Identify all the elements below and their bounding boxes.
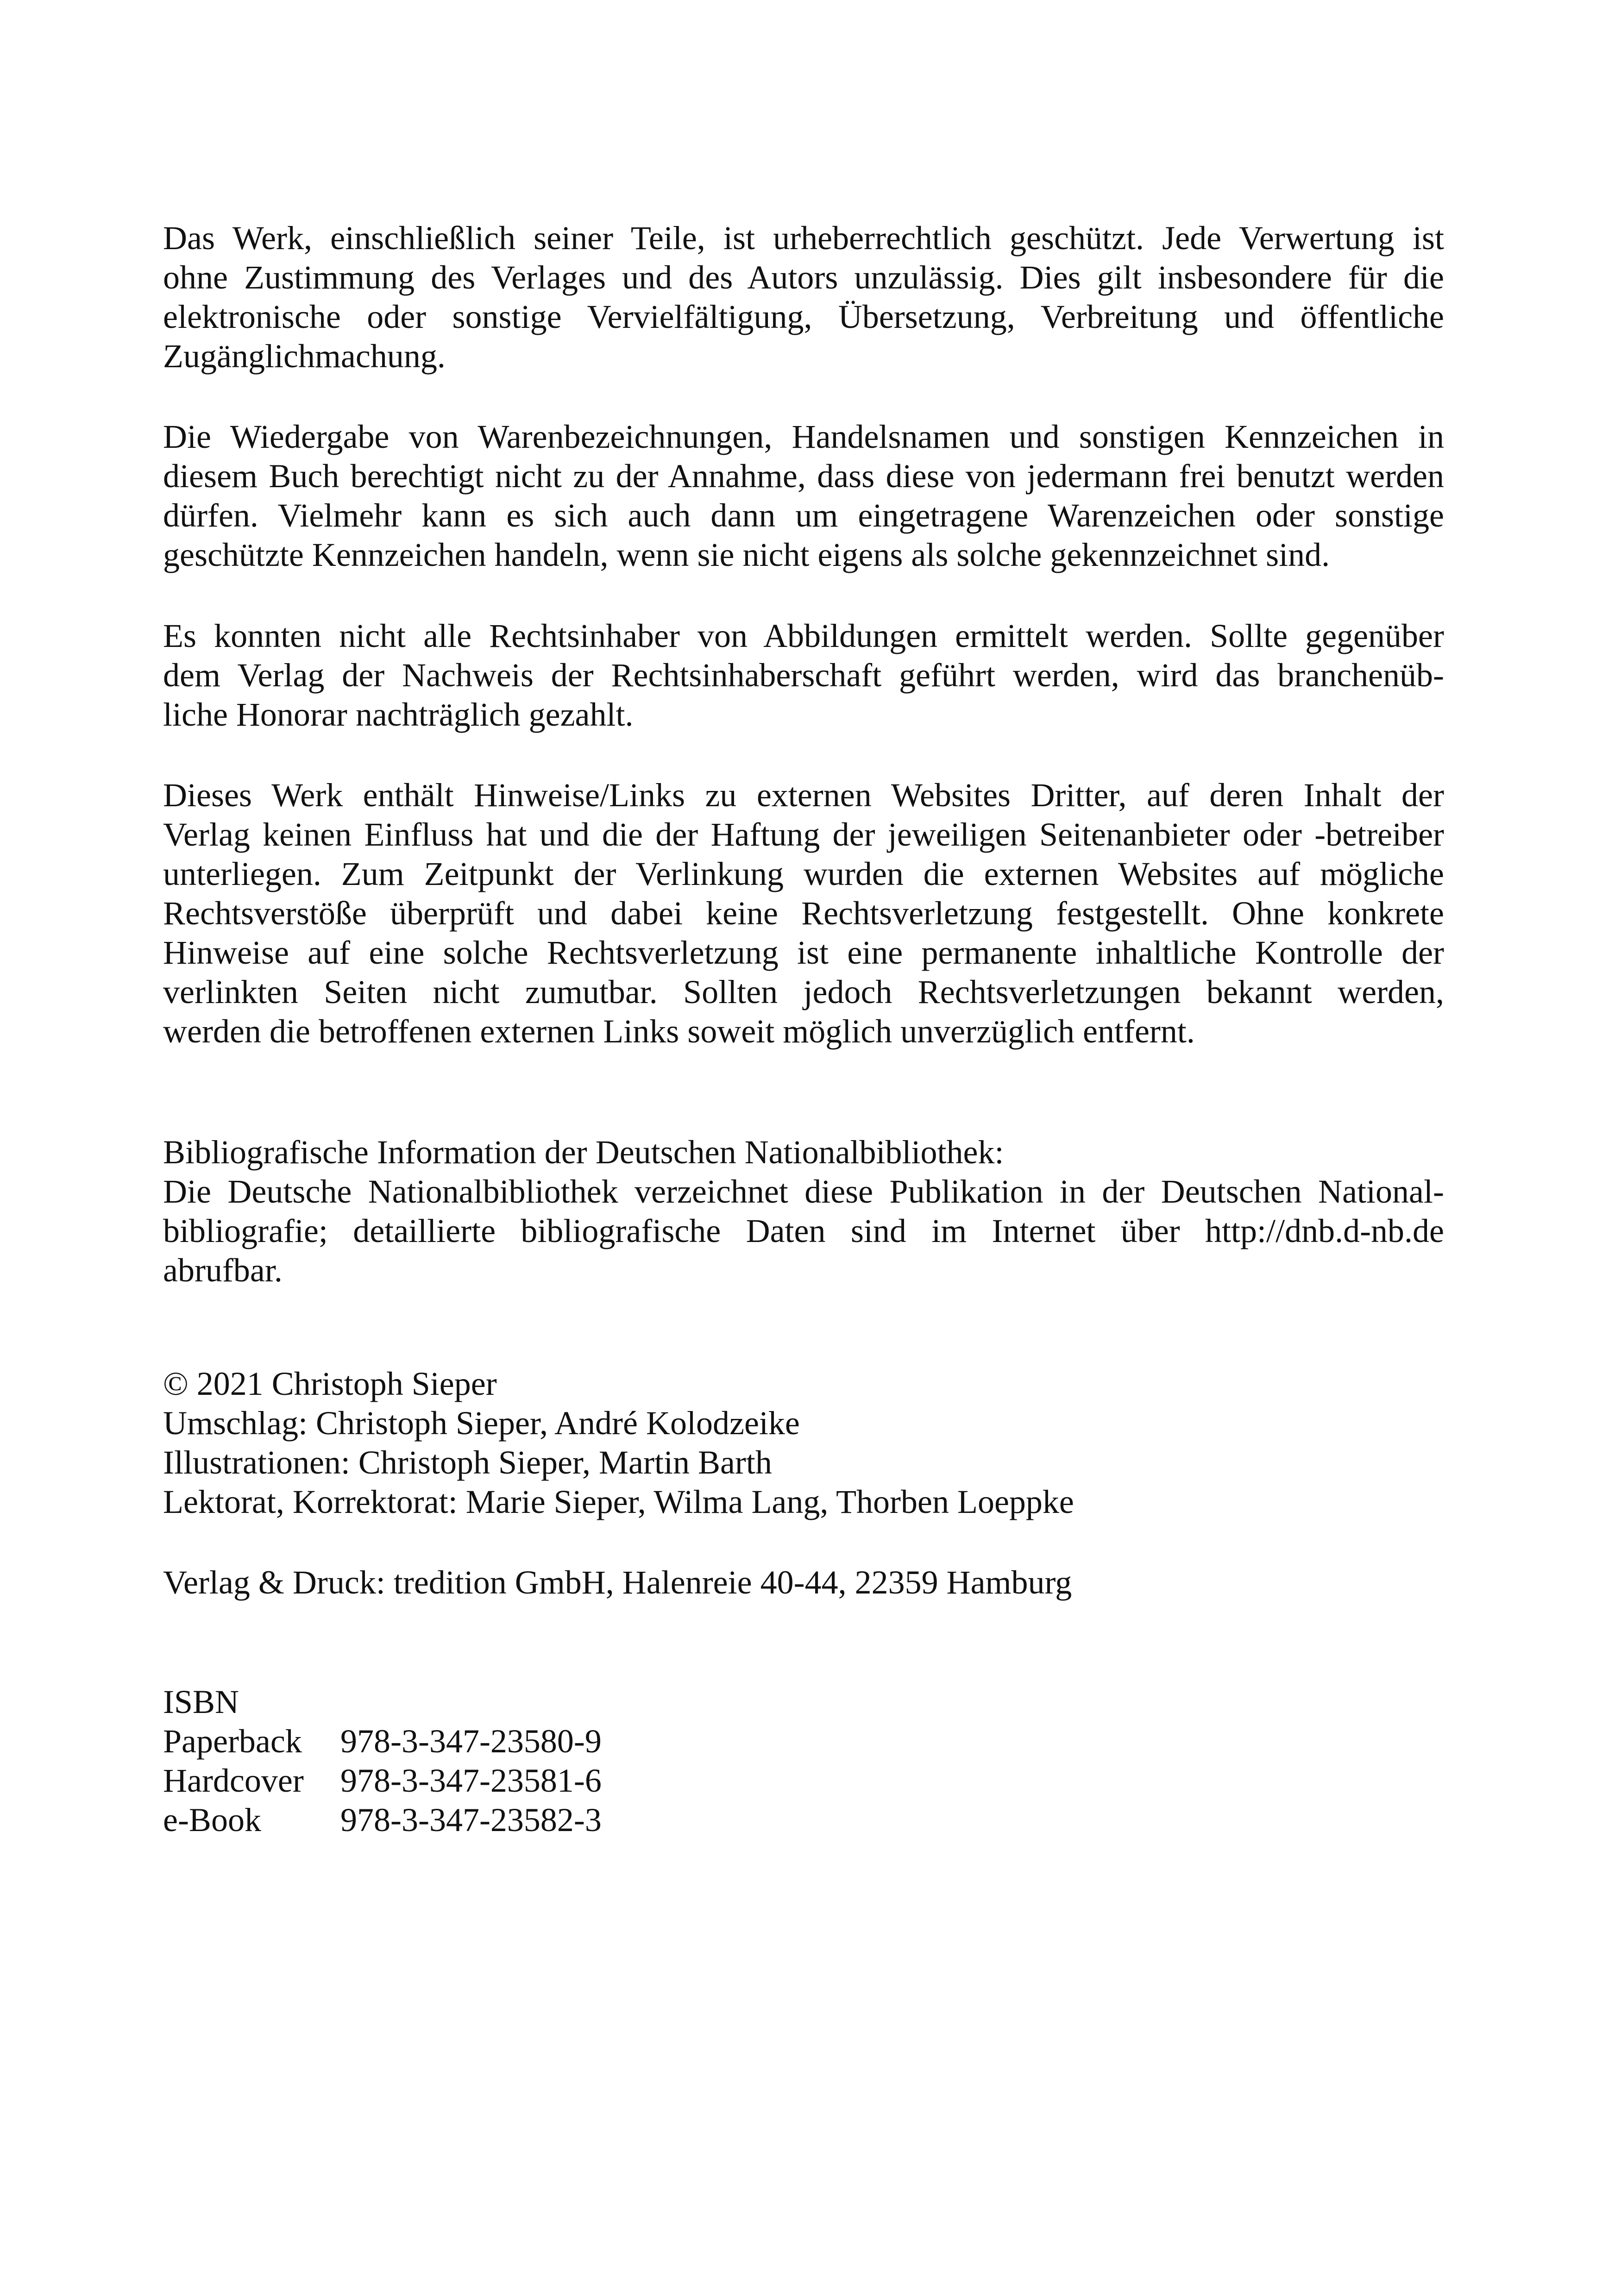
editing-credit-line: Lektorat, Korrektorat: Marie Sieper, Wilma Lang, Thorben Loeppke — [163, 1483, 1074, 1520]
text-line: unterliegen. Zum Zeitpunkt der Verlinkung wurden die externen Websites auf mögliche — [163, 855, 1444, 892]
text-line: Zugänglichmachung. — [163, 338, 446, 375]
text-line: Es konnten nicht alle Rechtsinhaber von Abbildungen ermittelt werden. Sollte gegenüber — [163, 617, 1444, 654]
text-line: Die Deutsche Nationalbibliothek verzeichnet diese Publikation in der Deutschen National- — [163, 1173, 1444, 1210]
isbn-entry-paperback — [163, 1722, 602, 1761]
isbn-block — [163, 1682, 1444, 1838]
external-links-paragraph — [163, 776, 1444, 1051]
isbn-entry-hardcover — [163, 1761, 602, 1800]
text-line: diesem Buch berechtigt nicht zu der Annahme, dass diese von jedermann frei benutzt werden — [163, 458, 1444, 495]
isbn-heading: ISBN — [163, 1683, 239, 1720]
isbn-entry-ebook — [163, 1800, 602, 1840]
isbn-format: Paperback — [163, 1723, 302, 1760]
isbn-number: 978-3-347-23580-9 — [340, 1723, 602, 1760]
trademark-notice-paragraph — [163, 417, 1444, 575]
text-line: Das Werk, einschließlich seiner Teile, ist urheberrechtlich geschützt. Jede Verwertung ist — [163, 220, 1444, 257]
bibliographic-information — [163, 1133, 1444, 1290]
isbn-format: Hardcover — [163, 1762, 304, 1799]
text-line: Die Wiedergabe von Warenbezeichnungen, Handelsnamen und sonstigen Kennzeichen in — [163, 418, 1444, 455]
image-rights-paragraph — [163, 616, 1444, 734]
isbn-number: 978-3-347-23581-6 — [340, 1762, 602, 1799]
cover-credit-line: Umschlag: Christoph Sieper, André Kolodzeike — [163, 1405, 800, 1442]
copyright-line: © 2021 Christoph Sieper — [163, 1365, 497, 1402]
text-line: ohne Zustimmung des Verlages und des Autors unzulässig. Dies gilt insbesondere für die — [163, 259, 1444, 296]
publisher-block — [163, 1563, 1444, 1602]
copyright-notice-paragraph — [163, 219, 1444, 376]
text-line: dem Verlag der Nachweis der Rechtsinhaberschaft geführt werden, wird das branchenüb- — [163, 657, 1444, 694]
text-line: verlinkten Seiten nicht zumutbar. Sollten jedoch Rechtsverletzungen bekannt werden, — [163, 973, 1444, 1010]
text-line: Rechtsverstöße überprüft und dabei keine Rechtsverletzung festgestellt. Ohne konkrete — [163, 895, 1444, 932]
text-line: Verlag keinen Einfluss hat und die der Haftung der jeweiligen Seitenanbieter oder -betreiber — [163, 816, 1444, 853]
illustrations-credit-line: Illustrationen: Christoph Sieper, Martin Barth — [163, 1444, 772, 1481]
isbn-number: 978-3-347-23582-3 — [340, 1801, 602, 1838]
text-line: werden die betroffenen externen Links soweit möglich unverzüglich entfernt. — [163, 1013, 1195, 1050]
publisher-line: Verlag & Druck: tredition GmbH, Halenreie 40-44, 22359 Hamburg — [163, 1564, 1072, 1601]
text-line: Hinweise auf eine solche Rechtsverletzung ist eine permanente inhaltliche Kontrolle der — [163, 934, 1444, 971]
text-line: bibliografie; detaillierte bibliografische Daten sind im Internet über http://dnb.d-nb.de — [163, 1212, 1444, 1249]
text-line: Dieses Werk enthält Hinweise/Links zu externen Websites Dritter, auf deren Inhalt der — [163, 777, 1444, 814]
text-line: dürfen. Vielmehr kann es sich auch dann um eingetragene Warenzeichen oder sonstige — [163, 497, 1444, 534]
text-line: geschützte Kennzeichen handeln, wenn sie nicht eigens als solche gekennzeichnet sind. — [163, 536, 1330, 573]
text-line: elektronische oder sonstige Vervielfältigung, Übersetzung, Verbreitung und öffentliche — [163, 298, 1444, 335]
text-line: liche Honorar nachträglich gezahlt. — [163, 696, 634, 733]
text-line: abrufbar. — [163, 1252, 283, 1289]
isbn-format: e-Book — [163, 1801, 261, 1838]
credits-block — [163, 1364, 1444, 1522]
bibliography-heading: Bibliografische Information der Deutschen Nationalbibliothek: — [163, 1134, 1004, 1171]
